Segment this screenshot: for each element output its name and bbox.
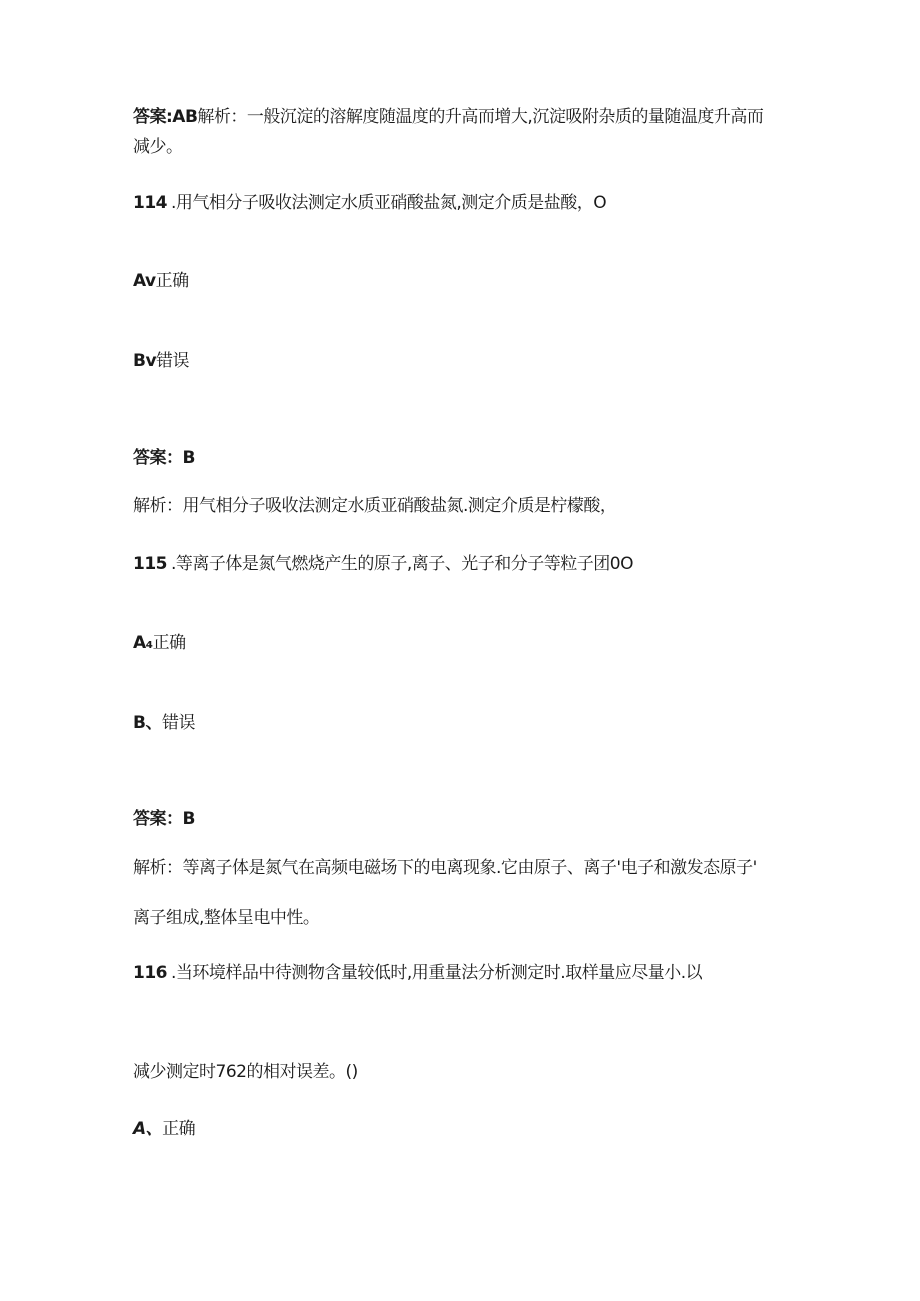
option-b — [133, 348, 189, 374]
question-114 — [133, 190, 606, 216]
option-label: A₄ — [133, 633, 153, 653]
question-115 — [133, 551, 633, 577]
question-text: .当环境样品中待测物含量较低时,用重量法分析测定时.取样量应尽量小.以 — [171, 963, 703, 983]
option-label: Bv — [133, 351, 157, 371]
explanation-text: 离子组成,整体呈电中性。 — [133, 908, 320, 928]
explanation-text: 解析：一般沉淀的溶解度随温度的升高而增大,沉淀吸附杂质的量随温度升高而 — [197, 107, 764, 127]
answer-label: 答案：B — [133, 448, 195, 468]
explanation-line — [133, 493, 616, 519]
answer-line — [133, 806, 195, 832]
explanation-continuation — [133, 134, 183, 160]
explanation-text: 解析：用气相分子吸收法测定水质亚硝酸盐氮.测定介质是柠檬酸， — [133, 496, 617, 516]
option-a — [133, 268, 189, 294]
question-number: 114 — [133, 193, 167, 213]
answer-label: 答案:AB — [133, 107, 198, 127]
option-a — [133, 1116, 195, 1142]
explanation-continuation — [133, 905, 319, 931]
option-label: B、 — [133, 713, 162, 733]
option-text: 正确 — [152, 633, 186, 653]
option-b — [133, 710, 195, 736]
answer-label: 答案：B — [133, 809, 195, 829]
option-text: 正确 — [162, 1119, 196, 1139]
answer-line — [133, 445, 195, 471]
question-number: 115 — [133, 554, 167, 574]
question-continuation — [133, 1059, 358, 1085]
option-label: A、 — [133, 1119, 163, 1139]
option-text: 错误 — [161, 713, 195, 733]
question-number: 116 — [133, 963, 167, 983]
question-text: .用气相分子吸收法测定水质亚硝酸盐氮,测定介质是盐酸，O — [171, 193, 607, 213]
question-text: .等离子体是氮气燃烧产生的原子,离子、光子和分子等粒子团0O — [171, 554, 634, 574]
explanation-text: 减少。 — [133, 137, 183, 157]
question-text: 减少测定时762的相对误差。() — [133, 1062, 358, 1082]
explanation-text: 解析：等离子体是氮气在高频电磁场下的电离现象.它由原子、离子'电子和激发态原子' — [133, 858, 757, 878]
option-label: Av — [133, 271, 156, 291]
option-text: 错误 — [156, 351, 190, 371]
option-text: 正确 — [155, 271, 189, 291]
answer-explanation-line — [133, 104, 763, 130]
option-a — [133, 630, 186, 656]
explanation-line — [133, 855, 757, 881]
question-116 — [133, 960, 702, 986]
